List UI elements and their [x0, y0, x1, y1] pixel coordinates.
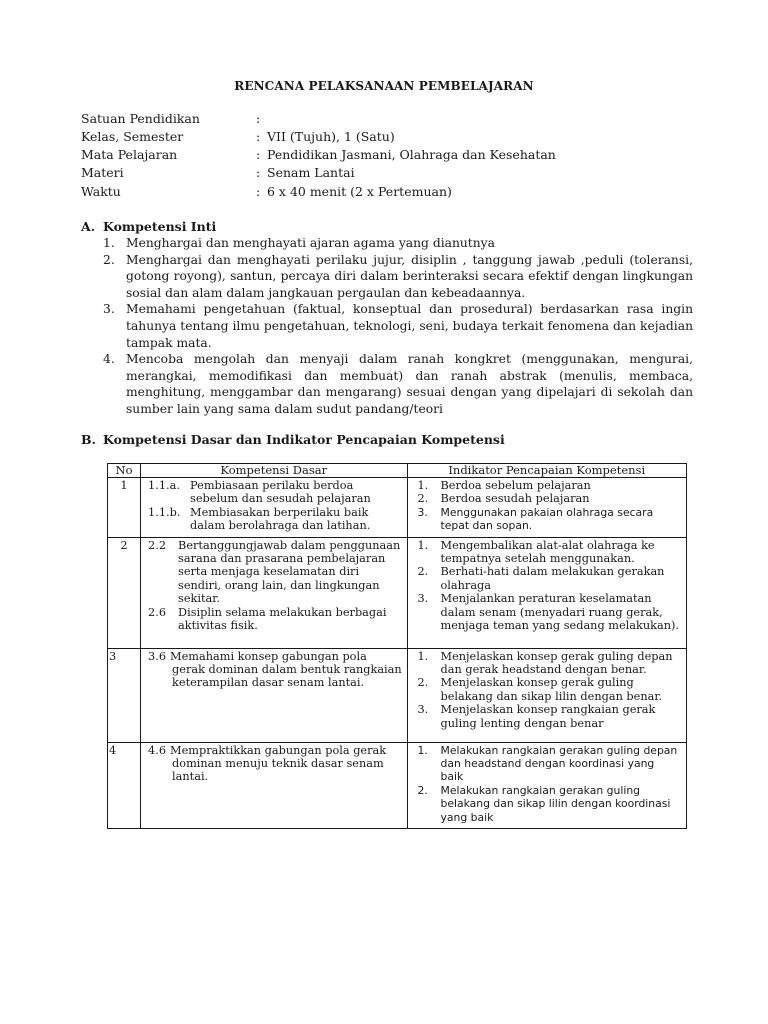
list-item: [103, 351, 693, 417]
identity-colon: :: [256, 147, 261, 162]
indicator-text: Melakukan rangkaian gerakan guling belakang dan sikap lilin dengan koordinasi yang baik: [440, 783, 671, 824]
identity-colon: :: [256, 111, 261, 126]
section-b-heading: [81, 432, 505, 447]
identity-row-kelas: [81, 129, 395, 144]
list-text: Mencoba mengolah dan menyaji dalam ranah kongkret (menggunakan, mengurai, merangkai, memodifikasi dan membuat) dan ranah abstrak (menulis, membaca, menghitung, menggambar dan mengarang) sesuai dengan yang dipelajari di sekolah dan sumber lain yang sama dalam sudut pandang/teori: [126, 352, 693, 416]
indicator-number: 3.: [417, 703, 429, 717]
row-number: 2: [108, 537, 141, 648]
identity-label: Kelas, Semester: [81, 129, 184, 144]
kd-item: [148, 744, 402, 784]
indicator-item: [418, 784, 681, 824]
table-row: [108, 648, 687, 742]
indicator-number: 3.: [417, 592, 429, 606]
kd-code: 2.2: [148, 538, 167, 552]
indicator-text: Menjelaskan konsep gerak guling belakang dan sikap lilin dengan benar.: [440, 676, 663, 703]
table-row: [108, 742, 687, 828]
section-letter: A.: [81, 219, 96, 234]
section-letter: B.: [81, 432, 96, 447]
kd-code: 3.6: [148, 649, 167, 663]
section-a-heading: [81, 219, 216, 234]
indicator-text: Melakukan rangkaian gerakan guling depan dan headstand dengan koordinasi yang baik: [440, 743, 678, 784]
indicator-item: [418, 676, 681, 703]
identity-row-materi: [81, 165, 355, 180]
indicator-item: [418, 479, 681, 492]
kd-code: 2.6: [148, 605, 167, 619]
identity-row-satuan: [81, 111, 267, 126]
identity-colon: :: [256, 165, 261, 180]
identity-label: Satuan Pendidikan: [81, 111, 200, 126]
indicator-item: [418, 492, 681, 505]
identity-label: Mata Pelajaran: [81, 147, 178, 162]
identity-row-waktu: [81, 184, 452, 199]
kd-text: Disiplin selama melakukan berbagai aktivitas fisik.: [178, 605, 387, 633]
kd-cell: [141, 648, 407, 742]
identity-label: Materi: [81, 165, 124, 180]
list-text: Memahami pengetahuan (faktual, konseptual dan prosedural) berdasarkan rasa ingin tahunya tentang ilmu pengetahuan, teknologi, seni, budaya terkait fenomena dan kejadian tampak mata.: [126, 302, 693, 350]
list-item: [103, 252, 693, 302]
list-item: [103, 301, 693, 351]
indicator-number: 1.: [417, 649, 429, 663]
kd-code: 1.1.a.: [148, 479, 180, 492]
indicator-item: [418, 539, 681, 566]
kd-code: 4.6: [148, 743, 167, 757]
row-number: 1: [108, 478, 141, 538]
indicator-number: 2.: [417, 565, 429, 579]
indicator-text: Menjalankan peraturan keselamatan dalam senam (menyadari ruang gerak, menjaga teman yang sedang melakukan).: [440, 592, 679, 633]
indicator-number: 2.: [417, 676, 429, 690]
indicator-number: 1.: [417, 743, 428, 757]
indicator-number: 2.: [417, 492, 429, 506]
row-number: 4: [108, 742, 141, 828]
indicator-item: [418, 703, 681, 730]
list-text: Menghargai dan menghayati ajaran agama yang dianutnya: [126, 236, 495, 250]
kd-text: Pembiasaan perilaku berdoa sebelum dan sesudah pelajaran: [190, 479, 371, 506]
header-kompetensi-dasar: Kompetensi Dasar: [141, 464, 407, 478]
indicator-item: [418, 650, 681, 677]
section-title: Kompetensi Dasar dan Indikator Pencapaian Kompetensi: [103, 432, 505, 447]
table-row: [108, 478, 687, 538]
indicator-text: Berdoa sesudah pelajaran: [440, 492, 590, 506]
kd-item: [148, 539, 402, 606]
indicator-text: Mengembalikan alat-alat olahraga ke tempatnya setelah menggunakan.: [440, 538, 655, 566]
indicator-text: Menjelaskan konsep rangkaian gerak guling lenting dengan benar: [440, 703, 656, 730]
kd-item: [148, 479, 402, 506]
kd-item: [148, 606, 402, 633]
table-header-row: [108, 464, 687, 478]
indicator-item: [418, 592, 681, 632]
section-title: Kompetensi Inti: [103, 219, 217, 234]
document-title: RENCANA PELAKSANAAN PEMBELAJARAN: [234, 79, 534, 93]
list-number: 2.: [103, 252, 115, 267]
indicator-number: 1.: [417, 538, 429, 552]
row-number: 3: [108, 648, 141, 742]
kd-item: [148, 650, 402, 690]
list-number: 1.: [103, 236, 115, 250]
table-row: [108, 537, 687, 648]
kd-text: Mempraktikkan gabungan pola gerak dominan menuju teknik dasar senam lantai.: [170, 743, 387, 784]
indicator-text: Menjelaskan konsep gerak guling depan dan gerak headstand dengan benar.: [440, 649, 673, 677]
header-no: No: [108, 464, 141, 478]
indicator-text: Berdoa sebelum pelajaran: [440, 479, 591, 492]
kd-text: Membiasakan berperilaku baik dalam berolahraga dan latihan.: [190, 505, 371, 533]
identity-value: 6 x 40 menit (2 x Pertemuan): [267, 184, 452, 199]
indicator-item: [418, 506, 681, 533]
identity-colon: :: [256, 184, 261, 199]
kd-item: [148, 506, 402, 533]
kd-cell: [141, 478, 407, 538]
kd-cell: [141, 742, 407, 828]
identity-value: Senam Lantai: [267, 165, 355, 180]
indicator-text: Menggunakan pakaian olahraga secara tepat dan sopan.: [440, 505, 654, 533]
indicator-text: Berhati-hati dalam melakukan gerakan olahraga: [440, 565, 665, 592]
identity-value: VII (Tujuh), 1 (Satu): [267, 129, 395, 144]
indicator-cell: [407, 478, 687, 538]
identity-colon: :: [256, 129, 261, 144]
identity-row-mapel: [81, 147, 556, 162]
kompetensi-inti-list: [103, 235, 693, 418]
header-indikator: Indikator Pencapaian Kompetensi: [407, 464, 687, 478]
identity-label: Waktu: [81, 184, 121, 199]
indicator-cell: [407, 648, 687, 742]
kd-text: Memahami konsep gabungan pola gerak dominan dalam bentuk rangkaian keterampilan dasar senam lantai.: [170, 649, 402, 690]
identity-value: Pendidikan Jasmani, Olahraga dan Kesehatan: [267, 147, 556, 162]
list-number: 3.: [103, 302, 115, 317]
indicator-cell: [407, 742, 687, 828]
indicator-item: [418, 565, 681, 592]
indicator-number: 1.: [417, 479, 429, 492]
list-text: Menghargai dan menghayati perilaku jujur, disiplin , tanggung jawab ,peduli (toleransi, gotong royong), santun, percaya diri dalam berinteraksi secara efektif dengan lingkungan sosial dan alam dalam jangkauan pergaulan dan kebeadaannya.: [126, 252, 693, 300]
list-number: 4.: [103, 352, 115, 367]
kd-cell: [141, 537, 407, 648]
indicator-item: [418, 744, 681, 784]
kd-text: Bertanggungjawab dalam penggunaan sarana dan prasarana pembelajaran serta menjaga keselamatan diri sendiri, orang lain, dan lingkungan sekitar.: [178, 538, 401, 606]
indicator-number: 2.: [417, 783, 428, 797]
kompetensi-table: [107, 463, 687, 829]
indicator-number: 3.: [417, 505, 428, 519]
list-item: [103, 235, 693, 252]
indicator-cell: [407, 537, 687, 648]
kd-code: 1.1.b.: [148, 505, 181, 519]
